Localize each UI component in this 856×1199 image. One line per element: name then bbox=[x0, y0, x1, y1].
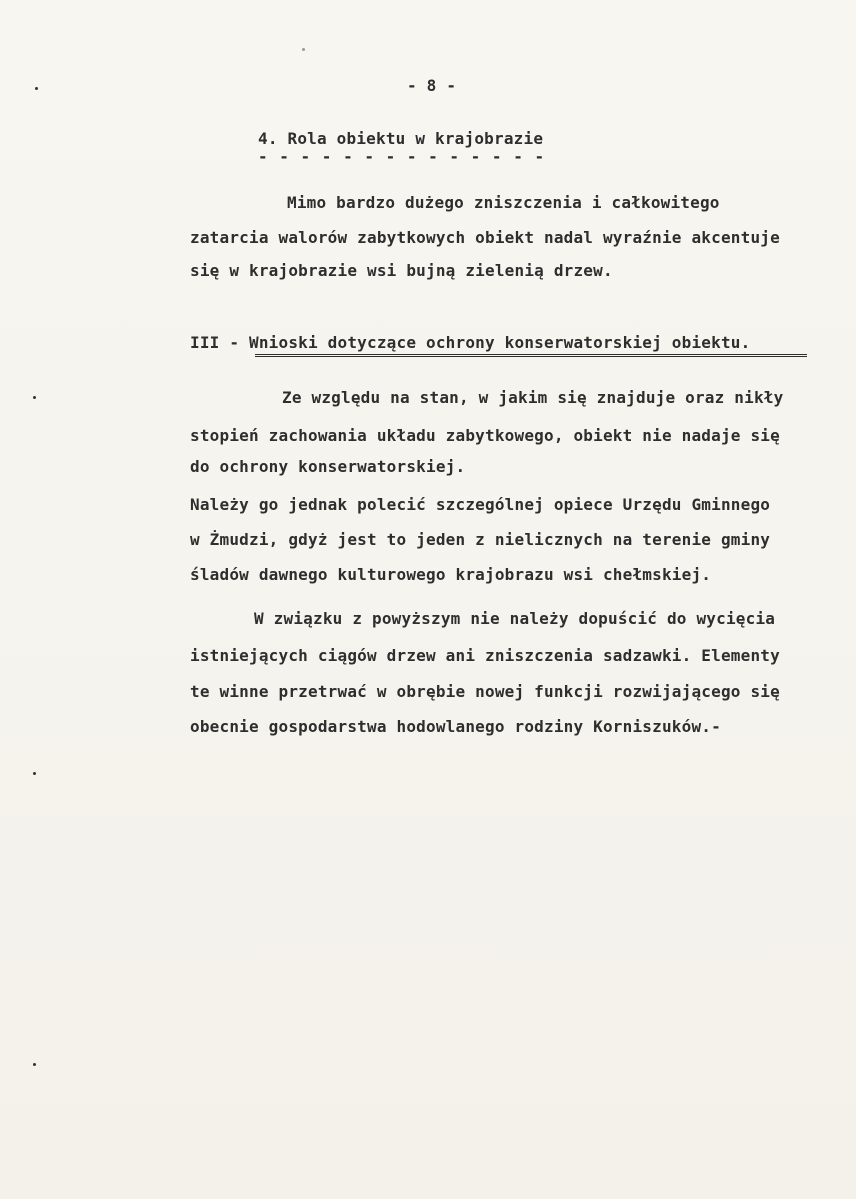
margin-speck bbox=[33, 396, 36, 399]
paragraph-line: te winne przetrwać w obrębie nowej funkcji rozwijającego się bbox=[190, 682, 780, 701]
paragraph-line: śladów dawnego kulturowego krajobrazu wsi chełmskiej. bbox=[190, 565, 712, 584]
margin-speck bbox=[35, 87, 38, 90]
section-3-heading-underline bbox=[255, 354, 807, 359]
section-4-line: zatarcia walorów zabytkowych obiekt nadal wyraźnie akcentuje bbox=[190, 228, 780, 247]
page-number: - 8 - bbox=[407, 76, 457, 95]
paragraph-line: do ochrony konserwatorskiej. bbox=[190, 457, 466, 476]
margin-speck bbox=[33, 772, 36, 775]
paragraph-line: Ze względu na stan, w jakim się znajduje oraz nikły bbox=[282, 388, 784, 407]
section-4-heading-underline: - - - - - - - - - - - - - - bbox=[258, 147, 546, 166]
section-4-heading: 4. Rola obiektu w krajobrazie bbox=[258, 129, 544, 148]
paragraph-line: istniejących ciągów drzew ani zniszczenia sadzawki. Elementy bbox=[190, 646, 780, 665]
margin-speck bbox=[33, 1063, 36, 1066]
paragraph-line: w Żmudzi, gdyż jest to jeden z nielicznych na terenie gminy bbox=[190, 530, 771, 549]
paragraph-line: W związku z powyższym nie należy dopuścić do wycięcia bbox=[254, 609, 776, 628]
paragraph-line: Należy go jednak polecić szczególnej opiece Urzędu Gminnego bbox=[190, 495, 771, 514]
paragraph-line: obecnie gospodarstwa hodowlanego rodziny Korniszuków.- bbox=[190, 717, 721, 736]
paragraph-line: stopień zachowania układu zabytkowego, obiekt nie nadaje się bbox=[190, 426, 780, 445]
margin-speck bbox=[302, 48, 305, 51]
section-3-heading: III - Wnioski dotyczące ochrony konserwatorskiej obiektu. bbox=[190, 333, 751, 352]
section-4-line: się w krajobrazie wsi bujną zielenią drzew. bbox=[190, 261, 613, 280]
section-4-line: Mimo bardzo dużego zniszczenia i całkowitego bbox=[287, 193, 720, 212]
